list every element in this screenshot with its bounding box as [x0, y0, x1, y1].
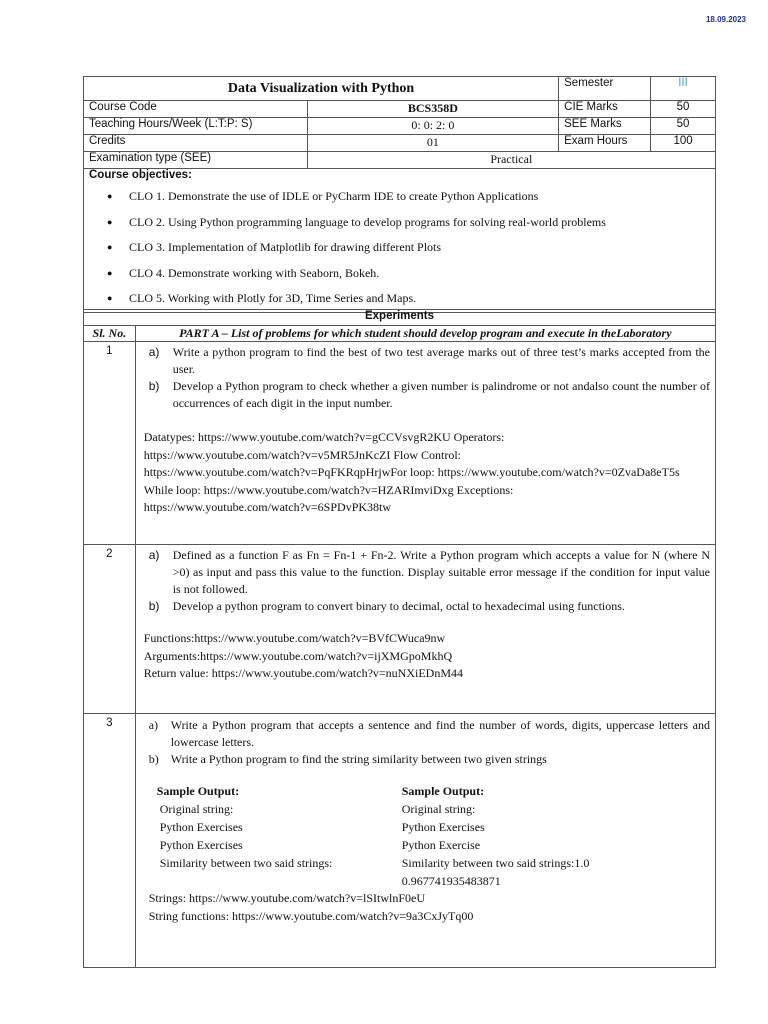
experiment-content: [135, 714, 715, 968]
exam-hours-label: Exam Hours: [559, 135, 651, 152]
experiment-row: [84, 714, 716, 968]
experiments-title: Experiments: [84, 310, 716, 326]
course-code-value: BCS358D: [307, 101, 559, 118]
document-date: 18.09.2023: [705, 15, 746, 24]
see-marks-label: SEE Marks: [559, 118, 651, 135]
question-text: Write a Python program that accepts a sentence and find the number of words, digits, uppercase letters and lowercase letters.: [170, 718, 710, 749]
cie-marks-value: 50: [651, 101, 716, 118]
objective-item: ● CLO 3. Implementation of Matplotlib for drawing different Plots: [129, 235, 710, 261]
question-text: Defined as a function F as Fn = Fn-1 + Fn-2. Write a Python program which accepts a value for N (where N >0) as input and pass this value to the function. Display suitable error message if the condition for input value is not followed.: [172, 548, 710, 596]
sample-line: Python Exercises: [159, 838, 243, 852]
video-links: [141, 630, 710, 683]
video-links: [141, 890, 710, 925]
course-code-label: Course Code: [84, 101, 308, 118]
experiment-content: [135, 342, 715, 545]
question-label: b): [148, 752, 159, 766]
link-line: Strings: https://www.youtube.com/watch?v=lSItwlnF0eU: [148, 891, 426, 905]
course-objectives: [84, 169, 716, 313]
link-line: While loop: https://www.youtube.com/watch?v=HZARImviDxg Exceptions:: [143, 482, 514, 497]
sample-line: Python Exercise: [401, 838, 481, 852]
sample-line: Similarity between two said strings:: [159, 856, 333, 870]
link-line: Datatypes: https://www.youtube.com/watch?v=gCCVsvgR2KU Operators:: [143, 430, 505, 444]
exam-hours-value: 100: [651, 135, 716, 152]
experiment-number: 2: [84, 545, 136, 714]
question-label: a): [148, 345, 160, 359]
experiment-content: [135, 545, 715, 714]
experiment-number: 3: [84, 714, 136, 968]
question-a: [141, 717, 710, 751]
teaching-hours-value: 0: 0: 2: 0: [307, 118, 559, 135]
course-title: Data Visualization with Python: [84, 77, 559, 101]
question-b: [141, 378, 710, 412]
cie-marks-label: CIE Marks: [559, 101, 651, 118]
objective-item: ● CLO 4. Demonstrate working with Seaborn, Bokeh.: [129, 261, 710, 287]
link-line: Arguments:https://www.youtube.com/watch?v=ijXMGpoMkhQ: [143, 648, 453, 663]
sample-heading: Sample Output:: [156, 784, 240, 798]
sample-line: 0.967741935483871: [401, 874, 501, 888]
video-links: [141, 429, 710, 517]
question-label: b): [148, 599, 160, 613]
sample-output-right: [402, 782, 647, 890]
objective-item: ● CLO 1. Demonstrate the use of IDLE or PyCharm IDE to create Python Applications: [129, 184, 710, 210]
exam-type-label: Examination type (SEE): [84, 152, 308, 169]
part-a-header: PART A – List of problems for which student should develop program and execute in theLaboratory: [135, 326, 715, 342]
question-label: a): [148, 718, 159, 732]
sample-line: Original string:: [159, 802, 234, 816]
sl-no-header: Sl. No.: [84, 326, 136, 342]
course-info-table: [83, 76, 716, 313]
link-line: String functions: https://www.youtube.com/watch?v=9a3CxJyTq00: [148, 908, 474, 923]
experiment-row: [84, 342, 716, 545]
question-text: Write a Python program to find the string similarity between two given strings: [170, 752, 547, 766]
sample-heading: Sample Output:: [401, 784, 485, 798]
question-label: b): [148, 379, 160, 393]
exam-type-value: Practical: [307, 152, 715, 169]
credits-label: Credits: [84, 135, 308, 152]
question-b: [141, 598, 710, 615]
see-marks-value: 50: [651, 118, 716, 135]
sample-output-left: [157, 782, 402, 890]
sample-line: Python Exercises: [159, 820, 243, 834]
sample-line: Original string:: [401, 802, 476, 816]
question-text: Write a python program to find the best of two test average marks out of three test’s marks accepted from the user.: [172, 345, 710, 376]
sample-line: Similarity between two said strings:1.0: [401, 856, 590, 870]
question-text: Develop a python program to convert binary to decimal, octal to hexadecimal using functions.: [172, 599, 625, 613]
objectives-title: Course objectives:: [89, 169, 192, 181]
sample-outputs: [141, 782, 710, 890]
objective-item: ● CLO 5. Working with Plotly for 3D, Time Series and Maps.: [129, 286, 710, 312]
objective-item: ● CLO 2. Using Python programming language to develop programs for solving real-world problems: [129, 210, 710, 236]
semester-value: III: [651, 77, 716, 101]
link-line: https://www.youtube.com/watch?v=v5MR5JnKcZI Flow Control:: [143, 447, 462, 462]
link-line: https://www.youtube.com/watch?v=6SPDvPK38tw: [143, 500, 392, 514]
sample-line: Python Exercises: [401, 820, 485, 834]
experiments-table: [83, 309, 716, 968]
teaching-hours-label: Teaching Hours/Week (L:T:P: S): [84, 118, 308, 135]
question-b: [141, 751, 710, 768]
credits-value: 01: [307, 135, 559, 152]
semester-label: Semester: [559, 77, 651, 101]
link-line: https://www.youtube.com/watch?v=PqFKRqpHrjwFor loop: https://www.youtube.com/watch?v=0ZvaDa8eT5s: [143, 465, 680, 479]
question-a: [141, 547, 710, 598]
link-line: Functions:https://www.youtube.com/watch?v=BVfCWuca9nw: [143, 631, 446, 645]
question-label: a): [148, 548, 160, 562]
question-text: Develop a Python program to check whether a given number is palindrome or not andalso count the number of occurrences of each digit in the input number.: [172, 379, 710, 410]
question-a: [141, 344, 710, 378]
experiment-number: 1: [84, 342, 136, 545]
experiment-row: [84, 545, 716, 714]
link-line: Return value: https://www.youtube.com/watch?v=nuNXiEDnM44: [143, 666, 463, 680]
